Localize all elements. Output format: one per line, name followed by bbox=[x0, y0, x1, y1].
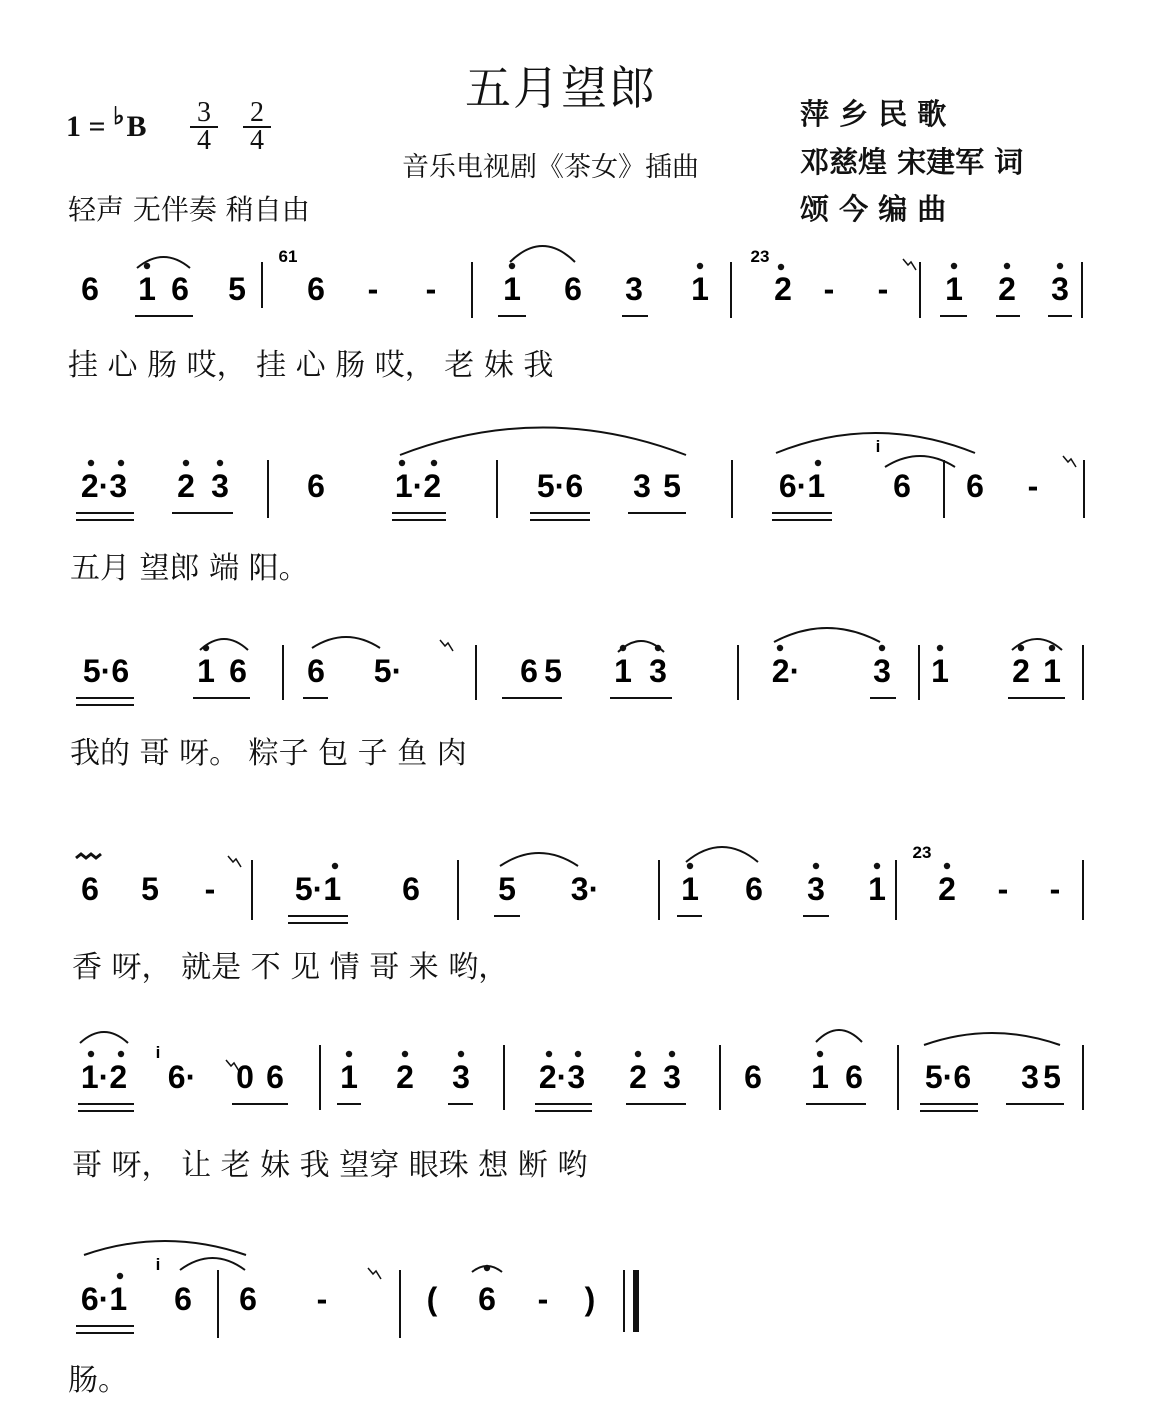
slur bbox=[500, 853, 578, 866]
note: 5·6 bbox=[82, 653, 130, 689]
note: - bbox=[1027, 468, 1039, 504]
note: ) bbox=[584, 1281, 596, 1317]
note: 6 bbox=[478, 1281, 496, 1317]
breath-mark bbox=[368, 1268, 381, 1279]
note: 6 bbox=[171, 271, 189, 307]
note: 5 bbox=[141, 871, 159, 907]
octave-dot bbox=[778, 264, 784, 270]
breath-mark bbox=[440, 640, 453, 651]
note: 1 bbox=[614, 653, 632, 689]
octave-dot bbox=[944, 863, 950, 869]
grace-note: 23 bbox=[912, 843, 932, 862]
note: 1 bbox=[1043, 653, 1061, 689]
note: 2· bbox=[771, 653, 801, 689]
note: 3 bbox=[625, 271, 643, 307]
note: 6 bbox=[307, 468, 325, 504]
note: - bbox=[1049, 871, 1061, 907]
note: 6 bbox=[229, 653, 247, 689]
grace-note: i bbox=[155, 1255, 161, 1274]
grace-note: 23 bbox=[750, 247, 770, 266]
song-title: 五月望郎 bbox=[465, 61, 657, 115]
octave-dot bbox=[1004, 263, 1010, 269]
note: 6 bbox=[239, 1281, 257, 1317]
note: 5 bbox=[1043, 1059, 1061, 1095]
slur bbox=[400, 428, 686, 456]
slur bbox=[686, 847, 758, 862]
note: 1 bbox=[681, 871, 699, 907]
note: 6 bbox=[745, 871, 763, 907]
note: 6 bbox=[307, 653, 325, 689]
note: 6 bbox=[266, 1059, 284, 1095]
octave-dot bbox=[874, 863, 880, 869]
octave-dot bbox=[687, 863, 693, 869]
octave-dot bbox=[399, 460, 405, 466]
octave-dot bbox=[88, 460, 94, 466]
flat-sign: ♭ bbox=[113, 104, 125, 130]
octave-dot bbox=[402, 1051, 408, 1057]
note: 6 bbox=[845, 1059, 863, 1095]
octave-dot bbox=[1057, 263, 1063, 269]
octave-dot bbox=[144, 263, 150, 269]
octave-dot bbox=[346, 1051, 352, 1057]
octave-dot bbox=[332, 863, 338, 869]
slur bbox=[80, 1032, 128, 1043]
breath-mark bbox=[903, 259, 916, 270]
note: 2 bbox=[774, 271, 792, 307]
note: 6·1 bbox=[80, 1281, 128, 1317]
note: - bbox=[316, 1281, 328, 1317]
octave-dot bbox=[431, 460, 437, 466]
note: 3 bbox=[873, 653, 891, 689]
key-note: B bbox=[126, 110, 147, 143]
note: 6 bbox=[564, 271, 582, 307]
octave-dot bbox=[118, 1051, 124, 1057]
note: 3 bbox=[452, 1059, 470, 1095]
octave-dot bbox=[458, 1051, 464, 1057]
lyric-line-3: 我的 哥 呀。 粽子 包 子 鱼 肉 bbox=[70, 736, 467, 771]
note: 6 bbox=[402, 871, 420, 907]
time-sig-numerator: 3 bbox=[197, 97, 211, 128]
note: - bbox=[367, 271, 379, 307]
time-sig-denominator: 4 bbox=[250, 125, 264, 156]
note: - bbox=[425, 271, 437, 307]
note: 3 bbox=[663, 1059, 681, 1095]
note: - bbox=[823, 271, 835, 307]
note: 1 bbox=[868, 871, 886, 907]
grace-note: 61 bbox=[278, 247, 298, 266]
octave-dot bbox=[118, 460, 124, 466]
credit-lyricist: 邓慈煌 宋建军 词 bbox=[800, 145, 1024, 179]
note: 1 bbox=[811, 1059, 829, 1095]
note: 2 bbox=[1012, 653, 1030, 689]
octave-dot bbox=[635, 1051, 641, 1057]
note: 6 bbox=[81, 271, 99, 307]
time-sig-numerator: 2 bbox=[250, 97, 264, 128]
octave-dot bbox=[509, 263, 515, 269]
note: 2·3 bbox=[538, 1059, 586, 1095]
octave-dot bbox=[217, 460, 223, 466]
slur bbox=[774, 628, 880, 642]
slur bbox=[312, 637, 380, 648]
key-prefix: 1 = bbox=[66, 110, 106, 143]
mordent-mark bbox=[76, 854, 101, 858]
note: 1 bbox=[691, 271, 709, 307]
octave-dot bbox=[669, 1051, 675, 1057]
note: 3 bbox=[807, 871, 825, 907]
octave-dot bbox=[777, 645, 783, 651]
note: 5 bbox=[663, 468, 681, 504]
note: 2 bbox=[177, 468, 195, 504]
note: 1 bbox=[945, 271, 963, 307]
note: ( bbox=[426, 1281, 438, 1317]
octave-dot bbox=[879, 645, 885, 651]
slur bbox=[924, 1033, 1060, 1045]
note: 5· bbox=[373, 653, 403, 689]
note: - bbox=[997, 871, 1009, 907]
tempo-marking: 轻声 无伴奏 稍自由 bbox=[68, 193, 310, 226]
note: 6 bbox=[307, 271, 325, 307]
slur bbox=[84, 1241, 246, 1255]
note: 2 bbox=[629, 1059, 647, 1095]
grace-note: i bbox=[155, 1043, 161, 1062]
note: 3 bbox=[211, 468, 229, 504]
octave-dot bbox=[937, 645, 943, 651]
subtitle: 音乐电视剧《茶女》插曲 bbox=[402, 152, 699, 183]
note: 5·1 bbox=[294, 871, 342, 907]
note: 6 bbox=[893, 468, 911, 504]
octave-dot bbox=[88, 1051, 94, 1057]
lyric-line-4: 香 呀， 就是 不 见 情 哥 来 哟， bbox=[72, 950, 509, 985]
note: - bbox=[537, 1281, 549, 1317]
note: 3 bbox=[633, 468, 651, 504]
note: 1 bbox=[197, 653, 215, 689]
note: 3 bbox=[1021, 1059, 1039, 1095]
note: 2·3 bbox=[80, 468, 128, 504]
note: 6·1 bbox=[778, 468, 826, 504]
note: 1 bbox=[138, 271, 156, 307]
breath-mark bbox=[228, 856, 241, 867]
note: 6 bbox=[520, 653, 538, 689]
note: 1·2 bbox=[394, 468, 442, 504]
note: 3 bbox=[1051, 271, 1069, 307]
octave-dot bbox=[183, 460, 189, 466]
credit-arranger: 颂 今 编 曲 bbox=[800, 192, 947, 226]
note: 5 bbox=[544, 653, 562, 689]
note: 2 bbox=[998, 271, 1016, 307]
note: 5 bbox=[498, 871, 516, 907]
note: 5·6 bbox=[536, 468, 584, 504]
note: 3 bbox=[649, 653, 667, 689]
note: 2 bbox=[396, 1059, 414, 1095]
note: - bbox=[877, 271, 889, 307]
slur bbox=[180, 1258, 245, 1270]
octave-dot bbox=[951, 263, 957, 269]
octave-dot bbox=[546, 1051, 552, 1057]
octave-dot bbox=[813, 863, 819, 869]
note: 0 bbox=[236, 1059, 254, 1095]
lyric-line-1: 挂 心 肠 哎， 挂 心 肠 哎， 老 妹 我 bbox=[68, 348, 554, 383]
note: 1 bbox=[931, 653, 949, 689]
note: 5·6 bbox=[924, 1059, 972, 1095]
grace-note: i bbox=[875, 437, 881, 456]
note: 6· bbox=[167, 1059, 197, 1095]
octave-dot bbox=[484, 1265, 490, 1271]
note: 6 bbox=[966, 468, 984, 504]
breath-mark bbox=[1063, 456, 1076, 467]
slur bbox=[510, 246, 575, 262]
note: - bbox=[204, 871, 216, 907]
slur bbox=[816, 1030, 862, 1042]
time-sig-denominator: 4 bbox=[197, 125, 211, 156]
note: 3· bbox=[570, 871, 600, 907]
note: 2 bbox=[938, 871, 956, 907]
octave-dot bbox=[817, 1051, 823, 1057]
octave-dot bbox=[117, 1273, 123, 1279]
octave-dot bbox=[575, 1051, 581, 1057]
note: 6 bbox=[81, 871, 99, 907]
note: 6 bbox=[174, 1281, 192, 1317]
octave-dot bbox=[815, 460, 821, 466]
lyric-line-5: 哥 呀， 让 老 妹 我 望穿 眼珠 想 断 哟 bbox=[72, 1148, 588, 1183]
note: 1 bbox=[340, 1059, 358, 1095]
octave-dot bbox=[697, 263, 703, 269]
note: 1 bbox=[503, 271, 521, 307]
note: 1·2 bbox=[80, 1059, 128, 1095]
note: 5 bbox=[228, 271, 246, 307]
lyric-line-6: 肠。 bbox=[68, 1363, 128, 1398]
lyric-line-2: 五月 望郎 端 阳。 bbox=[70, 551, 309, 586]
credit-origin: 萍 乡 民 歌 bbox=[800, 97, 947, 131]
note: 6 bbox=[744, 1059, 762, 1095]
octave-dot bbox=[1049, 645, 1055, 651]
